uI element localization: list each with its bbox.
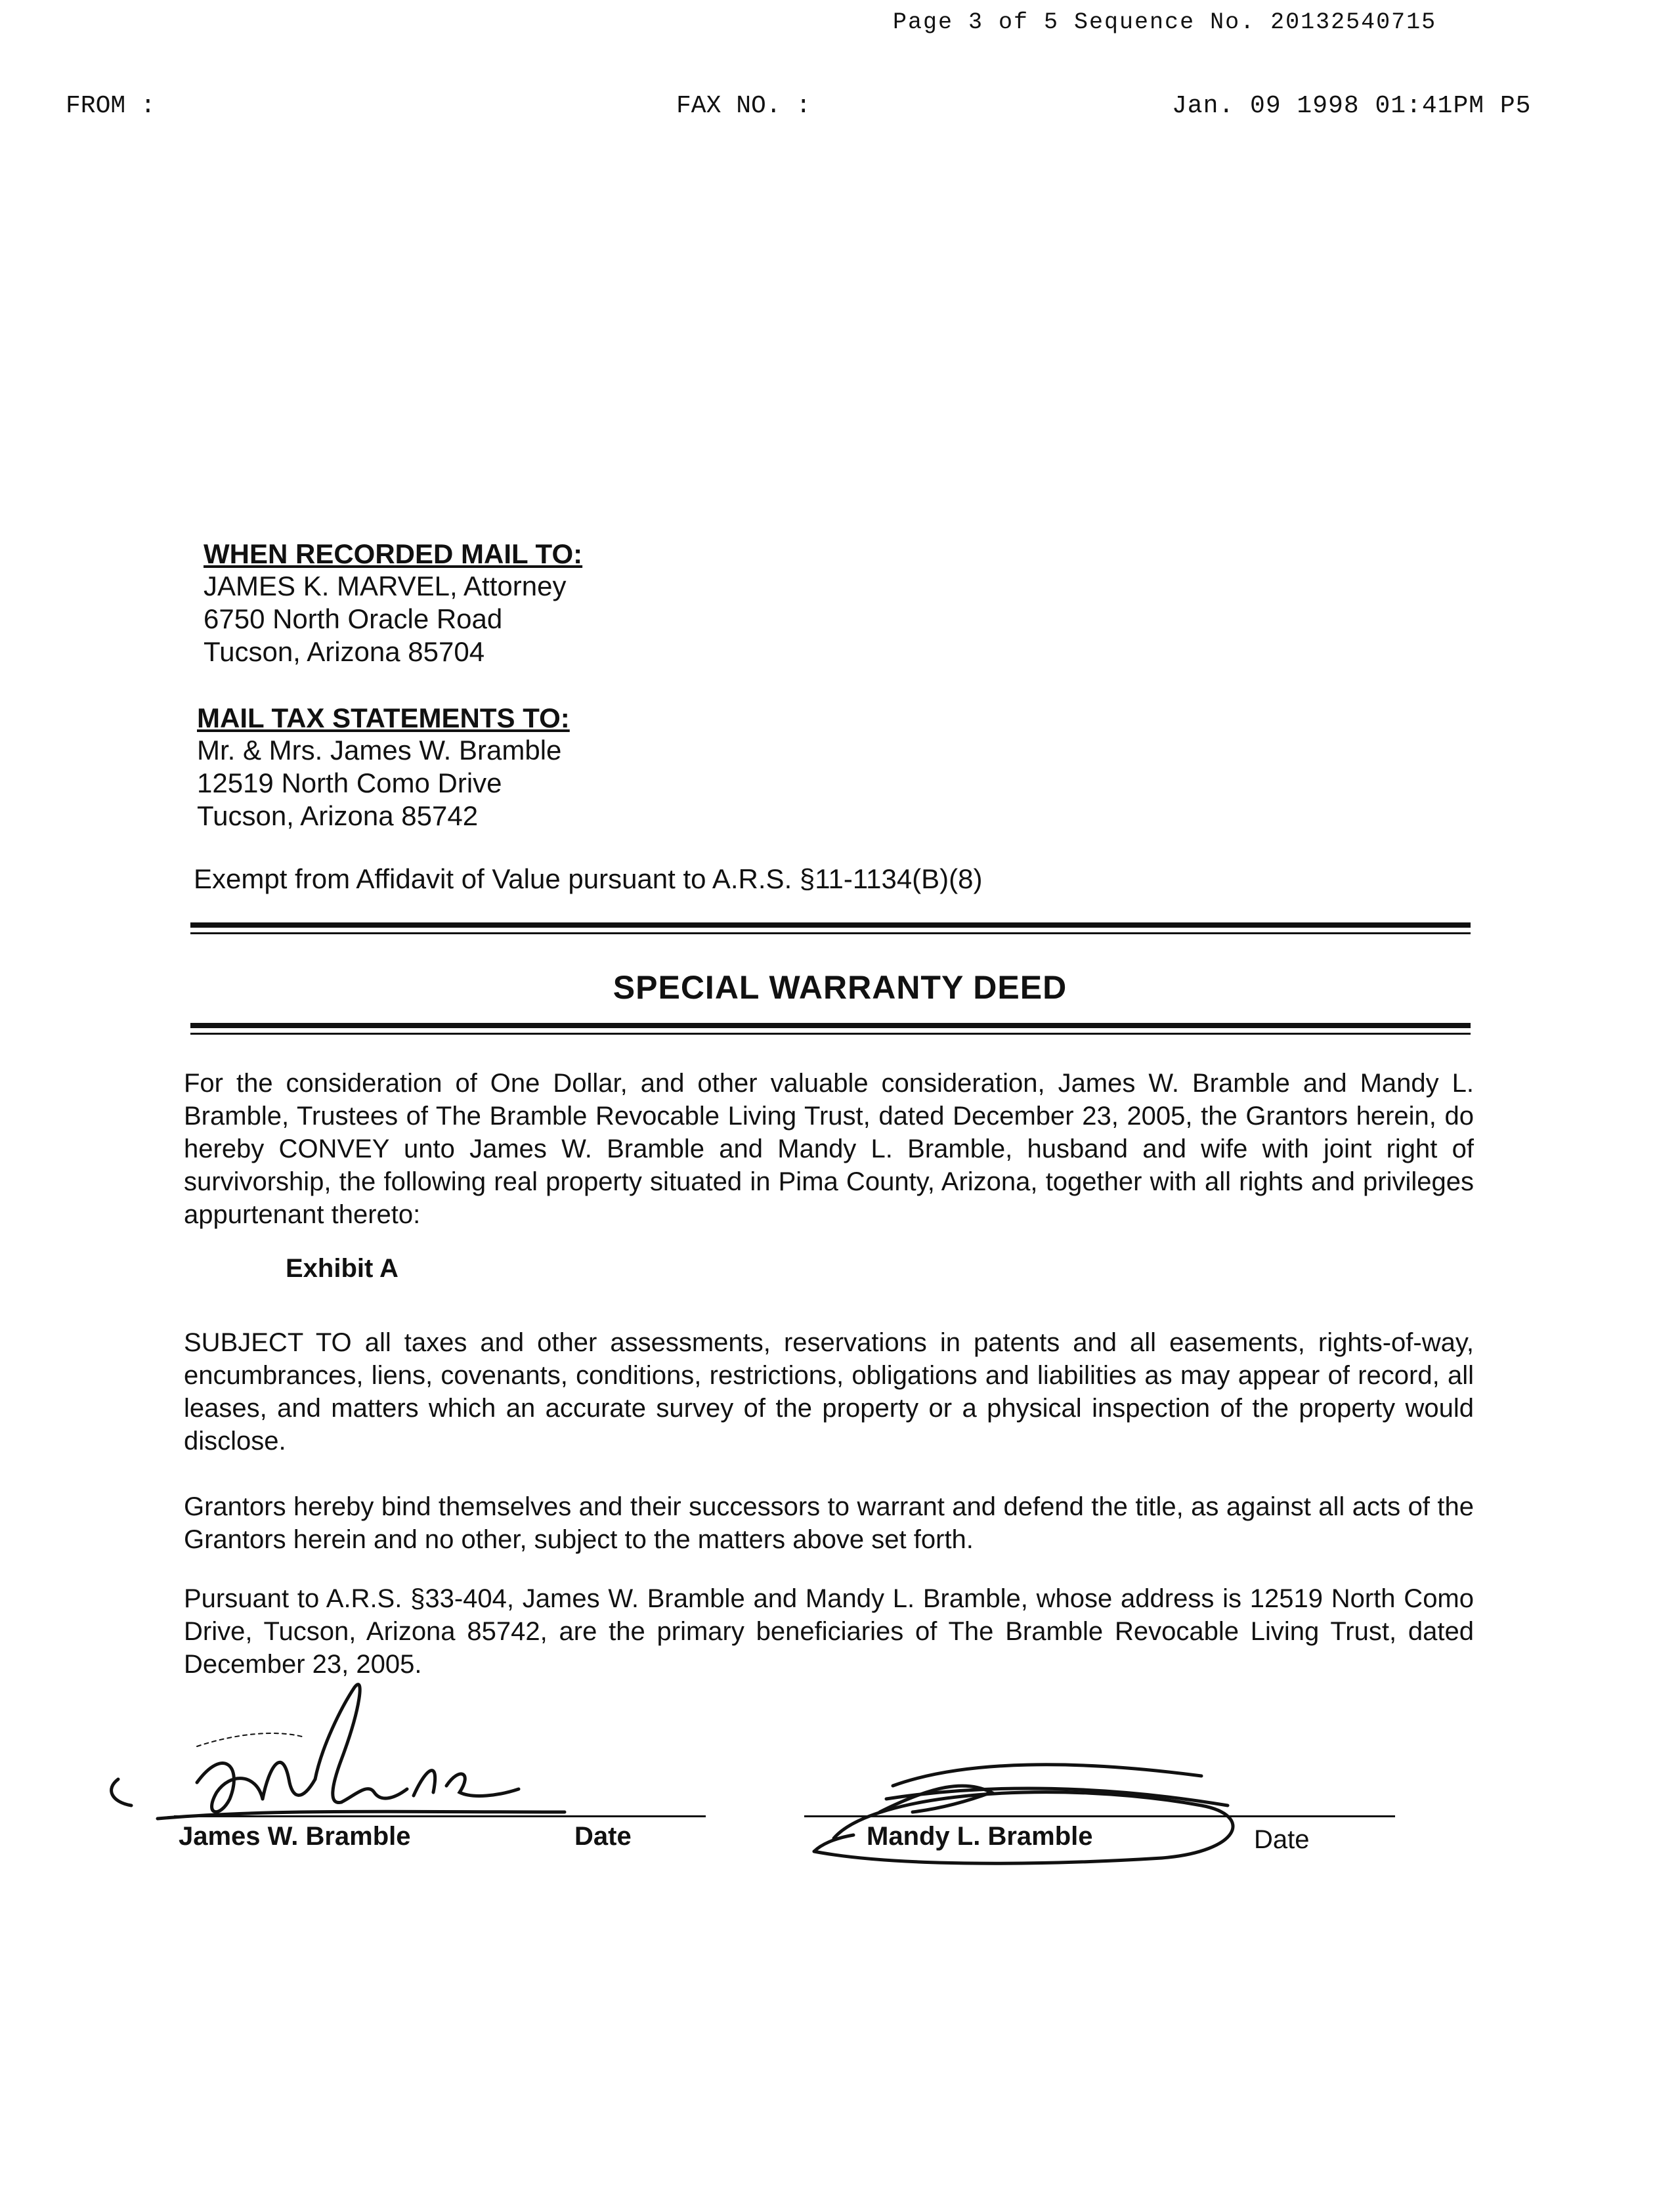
recording-line: JAMES K. MARVEL, Attorney bbox=[204, 571, 567, 601]
tax-line: Mr. & Mrs. James W. Bramble bbox=[197, 735, 562, 766]
fax-from: FROM : bbox=[66, 92, 156, 120]
fax-number: FAX NO. : bbox=[676, 92, 811, 120]
recording-line: 6750 North Oracle Road bbox=[204, 603, 503, 634]
title-rule-bottom bbox=[190, 1023, 1471, 1028]
exhibit-label: Exhibit A bbox=[286, 1254, 398, 1283]
tax-line: Tucson, Arizona 85742 bbox=[197, 800, 479, 831]
signer-name-left: James W. Bramble bbox=[179, 1822, 411, 1851]
recording-address-block bbox=[204, 538, 582, 668]
signer-name-right: Mandy L. Bramble bbox=[867, 1822, 1093, 1851]
title-rule-top-thin bbox=[190, 932, 1471, 934]
signature-james bbox=[105, 1668, 578, 1838]
signature-line-left bbox=[174, 1815, 706, 1817]
warranty-paragraph: Grantors hereby bind themselves and their successors to warrant and defend the title, as against all acts of the Grantors herein and no other, subject to the matters above set forth. bbox=[184, 1492, 1474, 1554]
signer-date-left: Date bbox=[574, 1822, 632, 1851]
deed-title: SPECIAL WARRANTY DEED bbox=[613, 969, 1067, 1006]
title-rule-top bbox=[190, 922, 1471, 928]
beneficiaries-paragraph: Pursuant to A.R.S. §33-404, James W. Bramble and Mandy L. Bramble, whose address is 12519 North Como Drive, Tucson, Arizona 85742, are the primary beneficiaries of The Bramble Revocable Living Trust, dated December 23, 2005. bbox=[184, 1584, 1474, 1679]
signer-date-right: Date bbox=[1254, 1825, 1310, 1854]
tax-address-block bbox=[197, 702, 570, 832]
tax-line: 12519 North Como Drive bbox=[197, 767, 502, 798]
subject-to-paragraph: SUBJECT TO all taxes and other assessments, reservations in patents and all easements, rights-of-way, encumbrances, liens, covenants, conditions, restrictions, obligations and liabilities as may appear of record, all leases, and matters which an accurate survey of the property or a physical inspection of the property would disclose. bbox=[184, 1328, 1474, 1456]
fax-datetime: Jan. 09 1998 01:41PM P5 bbox=[1172, 92, 1532, 120]
recording-line: Tucson, Arizona 85704 bbox=[204, 636, 485, 667]
consideration-paragraph: For the consideration of One Dollar, and other valuable consideration, James W. Bramble and Mandy L. Bramble, Trustees of The Bramble Revocable Living Trust, dated December 23, 2005, the Grantors herein, do hereby CONVEY unto James W. Bramble and Mandy L. Bramble, husband and wife with joint right of survivorship, the following real property situated in Pima County, Arizona, together with all rights and privileges appurtenant thereto: bbox=[184, 1069, 1474, 1229]
signature-mandy bbox=[794, 1746, 1267, 1878]
recording-heading: WHEN RECORDED MAIL TO: bbox=[204, 538, 583, 569]
exemption-note: Exempt from Affidavit of Value pursuant to A.R.S. §11-1134(B)(8) bbox=[194, 863, 983, 894]
tax-heading: MAIL TAX STATEMENTS TO: bbox=[197, 702, 570, 733]
signature-line-right bbox=[804, 1815, 1395, 1817]
sequence-line: Page 3 of 5 Sequence No. 20132540715 bbox=[893, 9, 1437, 35]
title-rule-bottom-thin bbox=[190, 1033, 1471, 1035]
